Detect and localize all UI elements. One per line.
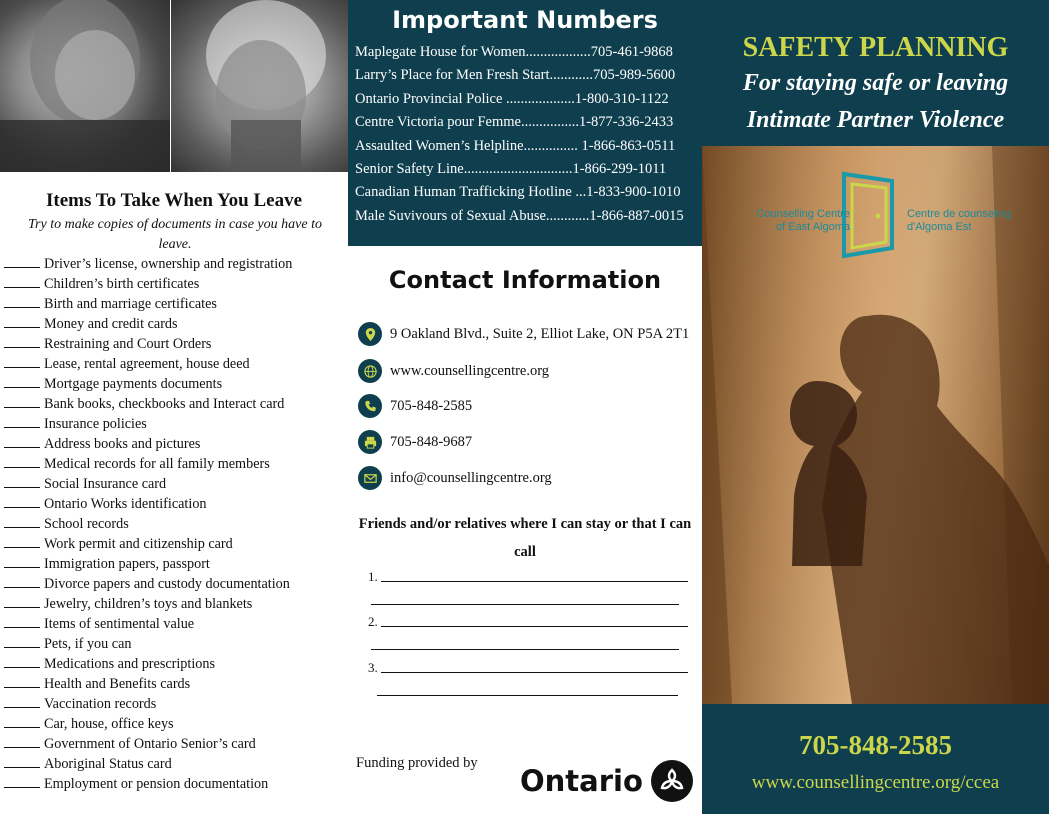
logo-text-fr-line2: d'Algoma Est <box>907 221 972 233</box>
envelope-icon <box>358 466 382 490</box>
friend-line[interactable] <box>371 649 679 650</box>
checklist-item: Bank books, checkbooks and Interact card <box>4 394 344 414</box>
cover-website[interactable]: www.counsellingcentre.org/ccea <box>751 772 1000 793</box>
address-text: 9 Oakland Blvd., Suite 2, Elliot Lake, ON P5A 2T1 <box>390 325 690 342</box>
checklist-item: Ontario Works identification <box>4 494 344 514</box>
friend-number: 1. <box>368 569 378 584</box>
fax-icon <box>358 430 382 454</box>
checklist-item: Car, house, office keys <box>4 714 344 734</box>
important-numbers-title: Important Numbers <box>392 6 658 34</box>
cover-header <box>702 0 1049 146</box>
phone-entry: Canadian Human Trafficking Hotline ...1-833-900-1010 <box>355 184 681 201</box>
checklist-item: Restraining and Court Orders <box>4 334 344 354</box>
checklist-item: School records <box>4 514 344 534</box>
header-photos <box>0 0 348 172</box>
contact-title: Contact Information <box>388 266 662 294</box>
logo-text-en-line1: Counselling Centre <box>756 208 850 220</box>
phone-entry: Assaulted Women’s Helpline............... 1-866-863-0511 <box>355 137 676 154</box>
checklist-item: Health and Benefits cards <box>4 674 344 694</box>
friends-title: Friends and/or relatives where I can stay or that I can call <box>358 516 692 560</box>
items-checklist <box>4 254 344 794</box>
checklist-item: Jewelry, children’s toys and blankets <box>4 594 344 614</box>
checklist-item: Children’s birth certificates <box>4 274 344 294</box>
checklist-item: Money and credit cards <box>4 314 344 334</box>
ontario-wordmark: Ontario <box>520 764 643 798</box>
checklist-item: Birth and marriage certificates <box>4 294 344 314</box>
logo-text-en-line2: of East Algoma <box>776 221 850 233</box>
checklist-item: Address books and pictures <box>4 434 344 454</box>
checklist-item: Insurance policies <box>4 414 344 434</box>
checklist-item: Driver’s license, ownership and registration <box>4 254 344 274</box>
website-link[interactable]: www.counsellingcentre.org <box>390 362 550 379</box>
phone-entry: Maplegate House for Women..................705-461-9868 <box>355 44 673 60</box>
cover-footer <box>702 704 1049 814</box>
important-numbers-panel <box>348 0 702 246</box>
globe-icon <box>358 359 382 383</box>
contact-fax <box>358 428 702 456</box>
cover-phone[interactable]: 705-848-2585 <box>799 730 952 760</box>
email-link[interactable]: info@counsellingcentre.org <box>390 469 552 486</box>
checklist-item: Lease, rental agreement, house deed <box>4 354 344 374</box>
checklist-item: Medications and prescriptions <box>4 654 344 674</box>
fax-text: 705-848-9687 <box>390 433 473 450</box>
cover-photo <box>702 146 1049 704</box>
friend-number: 3. <box>368 660 378 675</box>
funding-label: Funding provided by <box>356 755 478 771</box>
map-pin-icon <box>358 322 382 346</box>
friend-line[interactable] <box>371 604 679 605</box>
important-numbers-list <box>355 41 700 228</box>
phone-text[interactable]: 705-848-2585 <box>390 397 473 414</box>
items-title: Items To Take When You Leave <box>45 190 303 211</box>
checklist-item: Pets, if you can <box>4 634 344 654</box>
checklist-item: Vaccination records <box>4 694 344 714</box>
checklist-item: Items of sentimental value <box>4 614 344 634</box>
contact-phone[interactable] <box>358 392 702 420</box>
checklist-item: Medical records for all family members <box>4 454 344 474</box>
checklist-item: Employment or pension documentation <box>4 774 344 794</box>
contact-email[interactable] <box>358 464 702 492</box>
cover-title: SAFETY PLANNING <box>742 32 1009 63</box>
elderly-man-photo <box>171 0 348 172</box>
checklist-item: Aboriginal Status card <box>4 754 344 774</box>
cover-subtitle-line1: For staying safe or leaving <box>742 70 1009 96</box>
trillium-icon <box>651 760 693 802</box>
checklist-item: Mortgage payments documents <box>4 374 344 394</box>
checklist-item: Social Insurance card <box>4 474 344 494</box>
ontario-logo <box>520 760 693 802</box>
friend-line[interactable] <box>377 695 678 696</box>
friend-line[interactable] <box>381 672 688 673</box>
friend-number: 2. <box>368 614 378 629</box>
checklist-item: Immigration papers, passport <box>4 554 344 574</box>
contact-address <box>358 320 702 348</box>
checklist-item: Work permit and citizenship card <box>4 534 344 554</box>
cover-subtitle-line2: Intimate Partner Violence <box>746 107 1005 133</box>
contact-website[interactable] <box>358 357 702 385</box>
friend-line[interactable] <box>381 626 688 627</box>
phone-entry: Ontario Provincial Police ...................1-800-310-1122 <box>355 90 669 107</box>
checklist-item: Divorce papers and custody documentation <box>4 574 344 594</box>
phone-icon <box>358 394 382 418</box>
phone-entry: Senior Safety Line..............................1-866-299-1011 <box>355 160 667 177</box>
phone-entry: Male Suvivours of Sexual Abuse............1-866-887-0015 <box>355 207 684 224</box>
items-subtitle: Try to make copies of documents in case you have to leave. <box>28 217 322 252</box>
phone-entry: Larry’s Place for Men Fresh Start............705-989-5600 <box>355 67 676 84</box>
friend-line[interactable] <box>381 581 688 582</box>
phone-entry: Centre Victoria pour Femme................1-877-336-2433 <box>355 114 674 131</box>
checklist-item: Government of Ontario Senior’s card <box>4 734 344 754</box>
logo-text-fr-line1: Centre de counseling <box>907 208 1011 220</box>
elderly-woman-photo <box>0 0 170 172</box>
